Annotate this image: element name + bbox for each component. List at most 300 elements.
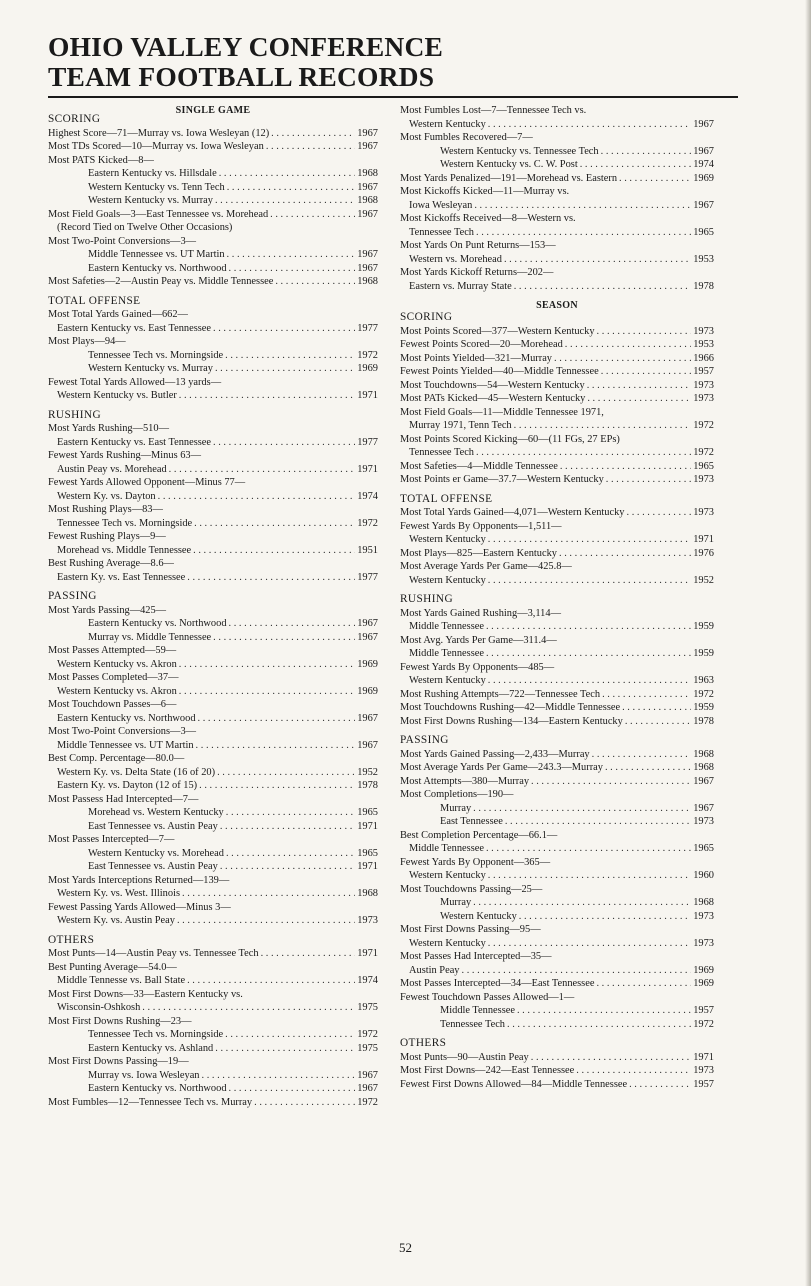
record-line <box>400 338 714 352</box>
dot-leader <box>565 338 691 352</box>
record-text: Most TDs Scored—10—Murray vs. Iowa Wesleyan <box>48 141 264 152</box>
record-line: Best Completion Percentage—66.1— <box>400 829 558 841</box>
record-text: Western Kentucky vs. Tenn Tech <box>88 181 225 193</box>
record-text: Eastern Kentucky vs. Hillsdale <box>88 168 217 179</box>
record-line <box>48 779 378 793</box>
record-line: Most Points Scored Kicking—60—(11 FGs, 27 EPs) <box>400 433 620 445</box>
record-text: Western Kentucky vs. Butler <box>57 390 177 401</box>
record-line <box>400 446 714 460</box>
record-line: Most Yards Passing—425— <box>48 604 167 616</box>
record-line <box>400 253 714 267</box>
dot-leader <box>198 712 356 726</box>
record-group <box>400 593 714 728</box>
record-text: Tennessee Tech <box>440 1018 505 1030</box>
record-year: 1967 <box>693 118 714 130</box>
record-text: Middle Tennessee <box>409 648 484 659</box>
dot-leader <box>507 1018 691 1032</box>
group-heading: TOTAL OFFENSE <box>48 294 141 307</box>
group-heading: TOTAL OFFENSE <box>400 492 493 505</box>
record-year: 1965 <box>693 843 714 854</box>
dot-leader <box>215 362 355 376</box>
record-year: 1959 <box>693 702 714 713</box>
dot-leader <box>606 473 691 487</box>
record-line: Most Avg. Yards Per Game—311.4— <box>400 634 557 646</box>
record-text: Murray 1971, Tenn Tech <box>409 420 512 431</box>
record-text: Western Ky. vs. Dayton <box>57 490 156 502</box>
record-text: Western Kentucky vs. Akron <box>57 658 177 670</box>
dot-leader <box>215 1042 355 1056</box>
record-line <box>400 775 714 789</box>
dot-leader <box>474 199 691 213</box>
record-year: 1968 <box>693 762 714 773</box>
record-line: Best Punting Average—54.0— <box>48 961 177 973</box>
record-line: Fewest Yards By Opponents—485— <box>400 661 555 673</box>
record-text: Austin Peay <box>409 964 460 976</box>
dot-leader <box>587 392 691 406</box>
record-year: 1969 <box>693 172 714 184</box>
dot-leader <box>488 118 691 132</box>
record-text: Western Kentucky <box>409 118 486 130</box>
record-year: 1968 <box>357 888 378 899</box>
record-year: 1972 <box>357 517 378 529</box>
record-year: 1967 <box>357 249 378 260</box>
dot-leader <box>602 688 691 702</box>
record-year: 1971 <box>357 463 378 475</box>
record-group <box>48 295 378 403</box>
page-title-line-1: OHIO VALLEY CONFERENCE <box>48 31 444 62</box>
record-line <box>400 647 714 661</box>
record-line <box>48 1069 378 1083</box>
page-edge-shadow <box>805 0 811 1286</box>
record-year: 1968 <box>693 897 714 908</box>
record-line <box>48 208 378 222</box>
record-year: 1971 <box>357 390 378 401</box>
dot-leader <box>596 977 691 991</box>
record-line: Most Two-Point Conversions—3— <box>48 726 197 737</box>
group-heading: OTHERS <box>400 1037 447 1049</box>
record-year: 1965 <box>693 226 714 238</box>
record-line: Most First Downs—33—Eastern Kentucky vs. <box>48 988 243 1000</box>
dot-leader <box>519 910 691 924</box>
dot-leader <box>225 1028 355 1042</box>
record-line: Most Fumbles Recovered—7— <box>400 132 533 143</box>
record-line <box>48 617 378 631</box>
record-line: Fewest Touchdown Passes Allowed—1— <box>400 991 575 1003</box>
record-text: Tennessee Tech vs. Morningside <box>88 349 224 361</box>
record-year: 1959 <box>693 648 714 659</box>
record-text: Western Ky. vs. Delta State (16 of 20) <box>57 766 216 778</box>
record-line <box>400 379 714 393</box>
dot-leader <box>187 974 355 988</box>
record-year: 1967 <box>357 712 378 724</box>
record-text: Middle Tennesse vs. Ball State <box>57 975 186 986</box>
record-year: 1967 <box>693 802 714 814</box>
record-line <box>48 544 378 558</box>
record-line: Most Fumbles Lost—7—Tennessee Tech vs. <box>400 105 587 116</box>
record-line: Most Passes Intercepted—7— <box>48 834 175 845</box>
record-text: Most Punts—90—Austin Peay <box>400 1051 529 1063</box>
record-line <box>400 1004 714 1018</box>
record-year: 1978 <box>693 280 714 292</box>
dot-leader <box>213 436 355 450</box>
record-line: Most Passes Attempted—59— <box>48 645 177 656</box>
record-text: Tennessee Tech vs. Morningside <box>57 517 193 529</box>
record-year: 1972 <box>357 349 378 361</box>
record-line <box>400 1018 714 1032</box>
record-text: Middle Tennessee vs. UT Martin <box>88 249 225 260</box>
record-text: East Tennessee <box>440 816 503 827</box>
record-text: Western Kentucky vs. Murray <box>88 195 213 206</box>
record-text: Western Ky. vs. West. Illinois <box>57 888 181 899</box>
record-line <box>400 547 714 561</box>
dot-leader <box>580 158 692 172</box>
group-heading: RUSHING <box>48 408 102 421</box>
record-line: Fewest Total Yards Allowed—13 yards— <box>48 376 222 388</box>
record-year: 1967 <box>357 631 378 643</box>
record-year: 1953 <box>693 253 714 265</box>
record-year: 1973 <box>693 816 714 827</box>
record-year: 1967 <box>357 739 378 751</box>
record-text: Most Punts—14—Austin Peay vs. Tennessee Tech <box>48 948 259 959</box>
record-line: Most Yards On Punt Returns—153— <box>400 240 556 251</box>
record-year: 1952 <box>357 766 378 778</box>
record-line <box>400 701 714 715</box>
record-line <box>400 869 714 883</box>
record-line <box>48 167 378 181</box>
record-year: 1973 <box>693 325 714 337</box>
dot-leader <box>486 647 691 661</box>
group-heading: SCORING <box>400 311 453 323</box>
record-year: 1975 <box>357 1002 378 1013</box>
record-text: East Tennessee vs. Austin Peay <box>88 820 218 832</box>
record-text: Most Safeties—4—Middle Tennessee <box>400 460 558 472</box>
record-group <box>400 734 714 1031</box>
record-year: 1973 <box>693 379 714 391</box>
dot-leader <box>254 1096 355 1110</box>
dot-leader <box>220 860 355 874</box>
dot-leader <box>476 446 691 460</box>
record-line <box>48 847 378 861</box>
record-text: Most Passes Intercepted—34—East Tennessee <box>400 978 595 989</box>
record-year: 1978 <box>357 780 378 791</box>
record-year: 1968 <box>693 748 714 760</box>
record-line <box>400 473 714 487</box>
record-text: Western Kentucky <box>409 937 486 949</box>
record-line: Most Rushing Plays—83— <box>48 504 163 515</box>
dot-leader <box>462 964 692 978</box>
record-line <box>400 352 714 366</box>
dot-leader <box>486 842 691 856</box>
record-year: 1972 <box>693 688 714 700</box>
record-year: 1976 <box>693 547 714 559</box>
record-text: Most Average Yards Per Game—243.3—Murray <box>400 762 603 773</box>
record-year: 1965 <box>693 460 714 472</box>
record-line <box>400 506 714 520</box>
dot-leader <box>275 275 355 289</box>
record-line <box>400 674 714 688</box>
record-year: 1974 <box>357 490 378 502</box>
record-text: Most Fumbles—12—Tennessee Tech vs. Murray <box>48 1096 253 1108</box>
record-line <box>400 392 714 406</box>
record-text: Fewest Points Yielded—40—Middle Tennessee <box>400 366 599 377</box>
record-year: 1967 <box>357 618 378 629</box>
record-text: Western Kentucky vs. Akron <box>57 685 177 697</box>
record-text: Wisconsin-Oshkosh <box>57 1002 141 1013</box>
dot-leader <box>229 617 356 631</box>
dot-leader <box>504 253 691 267</box>
record-line <box>400 158 714 172</box>
record-text: Eastern Ky. vs. Dayton (12 of 15) <box>57 780 198 791</box>
record-text: East Tennessee vs. Austin Peay <box>88 861 218 872</box>
dot-leader <box>488 574 691 588</box>
right-column <box>400 104 714 1091</box>
dot-leader <box>531 1051 691 1065</box>
dot-leader <box>220 820 355 834</box>
record-text: Morehead vs. Western Kentucky <box>88 807 224 818</box>
record-line <box>48 571 378 585</box>
record-line <box>400 910 714 924</box>
dot-leader <box>226 847 355 861</box>
dot-leader <box>270 208 355 222</box>
record-line <box>48 490 378 504</box>
record-line <box>48 1082 378 1096</box>
record-line: Most Average Yards Per Game—425.8— <box>400 561 572 572</box>
record-line <box>48 436 378 450</box>
dot-leader <box>473 896 691 910</box>
dot-leader <box>488 937 691 951</box>
record-text: Iowa Wesleyan <box>409 199 473 211</box>
record-year: 1972 <box>693 420 714 431</box>
record-line: Most Plays—94— <box>48 336 126 347</box>
dot-leader <box>142 1001 355 1015</box>
dot-leader <box>225 349 355 363</box>
record-text: Fewest First Downs Allowed—84—Middle Tennessee <box>400 1078 628 1090</box>
record-text: Eastern Kentucky vs. East Tennessee <box>57 436 212 448</box>
record-line: Fewest Yards By Opponents—1,511— <box>400 520 562 532</box>
record-line <box>400 574 714 588</box>
record-text: Western Kentucky <box>409 574 486 586</box>
record-text: Eastern Kentucky vs. Ashland <box>88 1042 214 1054</box>
dot-leader <box>177 914 355 928</box>
record-line <box>48 974 378 988</box>
record-year: 1969 <box>357 658 378 670</box>
record-text: Austin Peay vs. Morehead <box>57 463 167 475</box>
record-year: 1968 <box>357 168 378 179</box>
group-heading: SCORING <box>48 113 101 125</box>
dot-leader <box>476 226 691 240</box>
record-text: Most Yards Penalized—191—Morehead vs. Eastern <box>400 172 618 184</box>
record-year: 1966 <box>693 352 714 364</box>
record-text: Western Kentucky <box>409 534 486 545</box>
record-text: Highest Score—71—Murray vs. Iowa Wesleyan (12) <box>48 127 270 139</box>
record-line: Most First Downs Passing—95— <box>400 924 541 935</box>
dot-leader <box>227 181 356 195</box>
record-year: 1967 <box>357 1083 378 1094</box>
record-line <box>48 631 378 645</box>
record-text: Most Yards Gained Passing—2,433—Murray <box>400 748 590 760</box>
record-year: 1973 <box>693 937 714 949</box>
record-text: Most PATs Kicked—45—Western Kentucky <box>400 393 586 404</box>
dot-leader <box>219 167 356 181</box>
record-text: Eastern Kentucky vs. East Tennessee <box>57 322 212 334</box>
record-text: Eastern Kentucky vs. Northwood <box>88 262 227 274</box>
record-line: Most Field Goals—11—Middle Tennessee 1971, <box>400 406 604 418</box>
record-text: Morehead vs. Middle Tennessee <box>57 544 192 556</box>
record-text: Most Points er Game—37.7—Western Kentucky <box>400 474 604 485</box>
record-line: Fewest Rushing Plays—9— <box>48 531 166 542</box>
record-year: 1972 <box>693 1018 714 1030</box>
record-text: Murray <box>440 897 472 908</box>
record-line: Best Rushing Average—8.6— <box>48 558 174 569</box>
record-text: Most Total Yards Gained—4,071—Western Kentucky <box>400 507 625 518</box>
left-column <box>48 104 378 1109</box>
dot-leader <box>486 620 691 634</box>
group-heading: PASSING <box>400 734 449 746</box>
record-line <box>48 1042 378 1056</box>
dot-leader <box>213 322 355 336</box>
record-line <box>48 463 378 477</box>
record-text: Eastern Ky. vs. East Tennessee <box>57 571 186 583</box>
record-line: (Record Tied on Twelve Other Occasions) <box>57 222 233 233</box>
record-line: Fewest Yards Rushing—Minus 63— <box>48 450 201 461</box>
dot-leader <box>217 766 355 780</box>
record-text: Murray vs. Iowa Wesleyan <box>88 1069 200 1081</box>
dot-leader <box>193 544 355 558</box>
dot-leader <box>554 352 691 366</box>
record-text: Most Points Yielded—321—Murray <box>400 352 553 364</box>
dot-leader <box>169 463 356 477</box>
record-line: Most Yards Rushing—510— <box>48 423 169 434</box>
record-text: Eastern Kentucky vs. Northwood <box>57 712 196 724</box>
record-line <box>400 172 714 186</box>
dot-leader <box>560 460 691 474</box>
record-text: Western Kentucky <box>440 910 517 922</box>
record-line <box>48 275 378 289</box>
dot-leader <box>213 631 355 645</box>
record-line <box>400 964 714 978</box>
record-year: 1969 <box>693 978 714 989</box>
record-line <box>48 887 378 901</box>
record-line: Most Passes Completed—37— <box>48 672 179 683</box>
dot-leader <box>514 280 691 294</box>
record-line <box>400 937 714 951</box>
dot-leader <box>605 761 691 775</box>
record-line: Most Touchdown Passes—6— <box>48 699 177 710</box>
record-line <box>400 761 714 775</box>
record-year: 1957 <box>693 366 714 377</box>
dot-leader <box>517 1004 691 1018</box>
record-text: Most Rushing Attempts—722—Tennessee Tech <box>400 688 601 700</box>
record-line <box>48 248 378 262</box>
record-line <box>400 715 714 729</box>
record-year: 1973 <box>693 507 714 518</box>
record-group <box>400 311 714 487</box>
record-group <box>400 1037 714 1091</box>
record-line <box>400 1078 714 1092</box>
dot-leader <box>531 775 691 789</box>
record-line <box>48 262 378 276</box>
record-line <box>48 140 378 154</box>
dot-leader <box>488 674 691 688</box>
record-text: Most Field Goals—3—East Tennessee vs. Morehead <box>48 208 269 220</box>
record-text: Most Safeties—2—Austin Peay vs. Middle Tennessee <box>48 276 274 287</box>
record-text: Western Kentucky vs. C. W. Post <box>440 159 578 170</box>
record-text: Middle Tennessee <box>440 1005 515 1016</box>
record-text: Murray <box>440 802 472 814</box>
record-line <box>400 1051 714 1065</box>
record-year: 1960 <box>693 870 714 881</box>
dot-leader <box>182 887 355 901</box>
record-year: 1969 <box>357 685 378 697</box>
section-title-season: SEASON <box>536 300 578 311</box>
record-group <box>48 113 378 289</box>
record-text: Most Attempts—380—Murray <box>400 775 530 787</box>
record-year: 1973 <box>357 915 378 926</box>
record-year: 1957 <box>693 1078 714 1090</box>
record-text: Tennessee Tech <box>409 447 474 458</box>
dot-leader <box>619 172 691 186</box>
dot-leader <box>226 806 355 820</box>
dot-leader <box>187 571 355 585</box>
record-year: 1973 <box>693 474 714 485</box>
record-year: 1974 <box>693 159 714 170</box>
dot-leader <box>601 145 692 159</box>
record-text: Middle Tennessee vs. UT Martin <box>57 739 194 751</box>
record-year: 1969 <box>693 964 714 976</box>
record-text: Murray vs. Middle Tennessee <box>88 631 212 643</box>
record-text: Western Kentucky <box>409 870 486 881</box>
dot-leader <box>266 140 355 154</box>
record-text: Tennessee Tech vs. Morningside <box>88 1029 224 1040</box>
page-title <box>48 32 443 92</box>
record-text: Most Touchdowns—54—Western Kentucky <box>400 379 585 391</box>
record-year: 1977 <box>357 571 378 583</box>
record-text: Eastern Kentucky vs. Northwood <box>88 618 227 629</box>
group-heading: PASSING <box>48 590 97 602</box>
record-line <box>48 517 378 531</box>
record-text: Western Kentucky vs. Murray <box>88 363 213 374</box>
record-year: 1967 <box>693 775 714 787</box>
title-rule <box>48 96 738 98</box>
record-line <box>400 802 714 816</box>
record-line <box>48 685 378 699</box>
dot-leader <box>229 1082 356 1096</box>
dot-leader <box>559 547 691 561</box>
page-number: 52 <box>399 1240 412 1255</box>
record-line <box>48 766 378 780</box>
record-year: 1972 <box>357 1029 378 1040</box>
record-line: Most Kickoffs Received—8—Western vs. <box>400 213 576 224</box>
record-group <box>48 409 378 585</box>
dot-leader <box>215 194 355 208</box>
record-line <box>48 860 378 874</box>
dot-leader <box>202 1069 356 1083</box>
record-line <box>48 1001 378 1015</box>
record-year: 1963 <box>693 675 714 686</box>
record-text: Eastern vs. Murray State <box>409 280 512 292</box>
dot-leader <box>271 127 355 141</box>
record-text: Most First Downs Rushing—134—Eastern Kentucky <box>400 715 623 727</box>
record-line <box>48 806 378 820</box>
record-year: 1977 <box>357 436 378 448</box>
dot-leader <box>196 739 356 753</box>
record-line: Most First Downs Passing—19— <box>48 1056 189 1067</box>
record-line: Most Total Yards Gained—662— <box>48 309 188 320</box>
record-line <box>400 842 714 856</box>
record-line <box>48 914 378 928</box>
record-group <box>48 590 378 928</box>
record-year: 1973 <box>693 910 714 922</box>
